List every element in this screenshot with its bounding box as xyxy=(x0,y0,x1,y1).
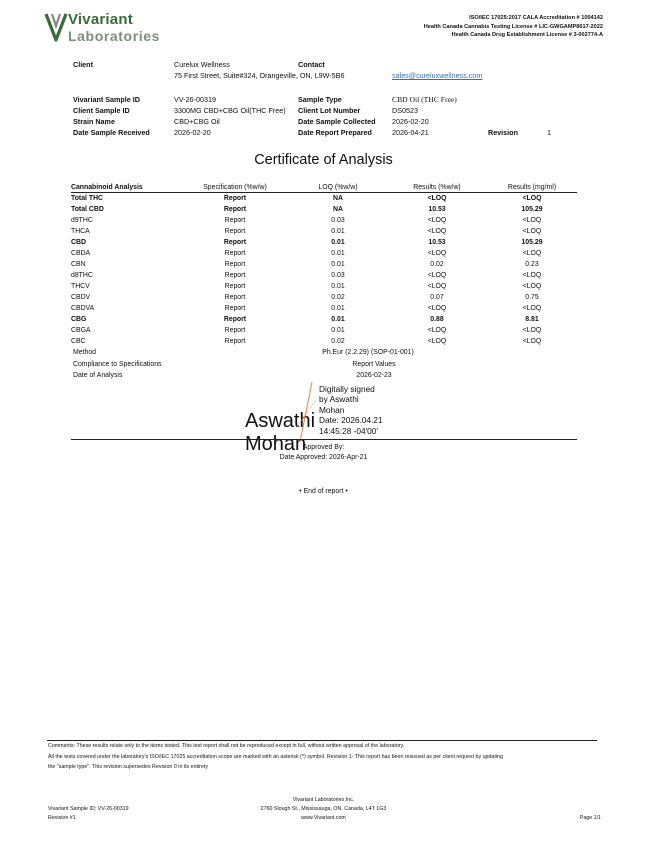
contact-label: Contact xyxy=(298,60,325,69)
cell-analyte: CBGA xyxy=(71,327,91,334)
logo-name: Vivariant xyxy=(68,11,133,28)
cell-spec: Report xyxy=(224,261,246,268)
footer-sample-id: Vivariant Sample ID: VV-26-00319 xyxy=(48,806,129,812)
cell-result-mg: <LOQ xyxy=(522,250,542,257)
table-row xyxy=(71,281,577,292)
cell-result-mg: <LOQ xyxy=(522,228,542,235)
cell-result-pct: 0.88 xyxy=(430,316,444,323)
client-label: Client xyxy=(73,60,93,69)
table-row xyxy=(71,193,577,205)
cell-analyte: CBG xyxy=(71,316,87,323)
footer-website[interactable]: www.Vivariant.com xyxy=(301,815,346,821)
lot-number-label: Client Lot Number xyxy=(298,106,361,115)
cell-analyte: CBD xyxy=(71,239,86,246)
cell-result-pct: <LOQ xyxy=(427,283,447,290)
end-of-report: • End of report • xyxy=(299,488,348,495)
sample-id-label: Vivariant Sample ID xyxy=(73,95,140,104)
sample-id-value: VV-26-00319 xyxy=(174,95,216,104)
cell-loq: 0.02 xyxy=(331,294,345,301)
sample-type-label: Sample Type xyxy=(298,95,342,104)
cell-result-mg: 105.29 xyxy=(521,239,543,246)
date-collected-label: Date Sample Collected xyxy=(298,117,376,126)
col-header-results-mg: Results (mg/ml) xyxy=(487,182,577,193)
signature-info-line: Date: 2026.04.21 xyxy=(319,415,383,426)
cell-result-mg: 0.23 xyxy=(525,261,539,268)
table-row xyxy=(71,303,577,314)
cell-result-mg: <LOQ xyxy=(522,305,542,312)
cell-result-pct: 10.53 xyxy=(428,239,446,246)
results-table xyxy=(71,182,577,347)
table-row xyxy=(71,292,577,303)
cell-result-mg: <LOQ xyxy=(522,272,542,279)
cell-result-pct: <LOQ xyxy=(427,250,447,257)
signature-info-line: Digitally signed xyxy=(319,384,375,394)
table-row xyxy=(71,215,577,226)
table-row xyxy=(71,314,577,325)
footer-company: Vivariant Laboratories Inc. xyxy=(292,797,355,803)
col-header-analysis: Cannabinoid Analysis xyxy=(71,182,181,193)
cell-result-mg: <LOQ xyxy=(522,338,542,345)
footer-page-number: Page 1/1 xyxy=(579,815,601,821)
cell-analyte: CBDV xyxy=(71,294,91,301)
signature-info-line: Mohan xyxy=(319,404,345,415)
cell-result-pct: 10.53 xyxy=(428,206,446,213)
col-header-spec: Specification (%w/w) xyxy=(181,182,289,193)
cell-loq: 0.01 xyxy=(331,228,345,235)
accreditation-line: ISO/IEC 17025:2017 CALA Accreditation # 1004142 xyxy=(469,15,603,21)
cell-analyte: CBDVA xyxy=(71,305,95,312)
cell-spec: Report xyxy=(224,272,246,279)
revision-value: 1 xyxy=(547,128,551,137)
compliance-label: Compliance to Specifications xyxy=(73,361,162,368)
cell-spec: Report xyxy=(224,327,246,334)
revision-label: Revision xyxy=(488,128,518,137)
cell-loq: 0.01 xyxy=(331,239,345,246)
cell-analyte: CBN xyxy=(71,261,86,268)
strain-name-label: Strain Name xyxy=(73,117,115,126)
strain-name-value: CBD+CBG Oil xyxy=(174,117,220,126)
cell-result-pct: <LOQ xyxy=(427,272,447,279)
cell-result-pct: 0.02 xyxy=(430,261,444,268)
cell-result-mg: <LOQ xyxy=(522,217,542,224)
cell-loq: 0.01 xyxy=(331,261,345,268)
cell-loq: 0.01 xyxy=(331,250,345,257)
cell-result-pct: <LOQ xyxy=(427,305,447,312)
signature-divider xyxy=(71,439,577,440)
sample-type-value: CBD Oil (THC Free) xyxy=(392,95,457,104)
cell-result-mg: 105.29 xyxy=(521,206,543,213)
signature-info-line: by Aswathi xyxy=(319,394,359,405)
client-sample-id-label: Client Sample ID xyxy=(73,106,130,115)
cell-spec: Report xyxy=(223,316,247,323)
table-row xyxy=(71,237,577,248)
footer-address: 2760 Slough St., Mississauga, ON, Canada, L4T 1G3 xyxy=(260,806,387,812)
cell-analyte: CBC xyxy=(71,338,86,345)
signature-name-line1: Aswathi xyxy=(245,410,316,432)
table-row xyxy=(71,204,577,215)
comments-line: All the tests covered under the laboratory's ISO/IEC 17025 accreditation scope are marked with an asterisk (*) symbol. Revision 1- This report has been reissued as per client request by updating xyxy=(48,754,503,760)
cell-analyte: CBDA xyxy=(71,250,91,257)
table-row xyxy=(71,226,577,237)
col-header-loq: LOQ (%w/w) xyxy=(289,182,387,193)
cell-loq: 0.03 xyxy=(331,217,345,224)
col-header-results-pct: Results (%w/w) xyxy=(387,182,487,193)
comments-line: the "sample type". This revision supersedes Revision 0 in its entirety xyxy=(48,764,208,770)
cell-loq: 0.01 xyxy=(331,316,345,323)
cell-analyte: d8THC xyxy=(71,272,93,279)
cell-spec: Report xyxy=(223,206,247,213)
cell-spec: Report xyxy=(223,239,247,246)
signature-info-line: 14:45:28 -04'00' xyxy=(319,425,378,436)
accreditation-line: Health Canada Cannabis Testing License # LIC-GWGAMP8617-2022 xyxy=(423,23,603,30)
table-row xyxy=(71,259,577,270)
cell-loq: 0.01 xyxy=(331,283,345,290)
accreditation-block xyxy=(424,14,603,40)
cell-analyte: THCA xyxy=(71,228,90,235)
results-body xyxy=(71,193,577,348)
client-address: 75 First Street, Suite#324, Orangeville, ON, L9W-5B6 xyxy=(174,71,345,80)
method-label: Method xyxy=(73,349,96,356)
cell-result-pct: <LOQ xyxy=(427,228,447,235)
cell-analyte: Total CBD xyxy=(71,206,104,213)
client-sample-id-value: 3300MG CBD+CBG Oil(THC Free) xyxy=(174,106,286,115)
document-title: Certificate of Analysis xyxy=(254,152,393,168)
table-row xyxy=(71,325,577,336)
method-value: Ph.Eur (2.2.29) (SOP-01-001) xyxy=(322,349,414,356)
cell-result-pct: <LOQ xyxy=(427,327,447,334)
table-row xyxy=(71,270,577,281)
table-header-row xyxy=(71,182,577,193)
cell-result-mg: 0.75 xyxy=(525,294,539,301)
cell-result-pct: <LOQ xyxy=(427,217,447,224)
cell-spec: Report xyxy=(224,294,246,301)
cell-analyte: Total THC xyxy=(71,195,104,202)
cell-analyte: d9THC xyxy=(71,217,93,224)
cell-result-mg: <LOQ xyxy=(522,195,542,202)
cell-spec: Report xyxy=(224,305,246,312)
cell-loq: NA xyxy=(333,195,343,202)
cell-result-mg: <LOQ xyxy=(522,283,542,290)
comments-divider xyxy=(47,740,597,741)
cell-spec: Report xyxy=(224,217,246,224)
client-name: Curelux Wellness xyxy=(174,60,230,69)
cell-result-mg: <LOQ xyxy=(522,327,542,334)
date-of-analysis-value: 2026-02-23 xyxy=(356,372,392,379)
approved-by: Approved By: xyxy=(302,444,345,451)
cell-result-pct: 0.07 xyxy=(430,294,444,301)
logo-icon xyxy=(44,12,68,44)
date-received-value: 2026-02-20 xyxy=(174,128,211,137)
accreditation-line: Health Canada Drug Establishment License # 3-002774-A xyxy=(451,32,603,39)
digital-signature-info xyxy=(319,384,383,436)
cell-result-pct: <LOQ xyxy=(427,338,447,345)
cell-result-pct: <LOQ xyxy=(427,195,447,202)
cell-analyte: THCV xyxy=(71,283,90,290)
table-row xyxy=(71,248,577,259)
comments-line: Comments: These results relate only to the items tested. This test report shall not be reproduced except in full, without written approval of the laboratory. xyxy=(48,743,405,749)
cell-result-mg: 8.81 xyxy=(525,316,539,323)
date-of-analysis-label: Date of Analysis xyxy=(73,372,123,379)
date-approved: Date Approved: 2026-Apr-21 xyxy=(279,454,368,461)
cell-spec: Report xyxy=(224,250,246,257)
contact-email-link[interactable]: sales@cureluxwellness.com xyxy=(392,71,483,80)
cell-spec: Report xyxy=(224,228,246,235)
cell-spec: Report xyxy=(224,283,246,290)
date-prepared-value: 2026-04-21 xyxy=(392,128,429,137)
cell-loq: 0.02 xyxy=(331,338,345,345)
lot-number-value: DS0523 xyxy=(392,106,418,115)
footer-revision: Revision #1 xyxy=(48,815,76,821)
cell-loq: NA xyxy=(333,206,343,213)
date-received-label: Date Sample Received xyxy=(73,128,150,137)
cell-loq: 0.01 xyxy=(331,327,345,334)
signature-name-line2: Mohan xyxy=(245,433,307,455)
table-row xyxy=(71,336,577,347)
cell-loq: 0.03 xyxy=(331,272,345,279)
cell-loq: 0.01 xyxy=(331,305,345,312)
cell-spec: Report xyxy=(224,338,246,345)
date-collected-value: 2026-02-20 xyxy=(392,117,429,126)
compliance-value: Report Values xyxy=(352,361,396,368)
logo-subtitle: Laboratories xyxy=(68,28,160,44)
cell-spec: Report xyxy=(223,195,247,202)
date-prepared-label: Date Report Prepared xyxy=(298,128,372,137)
